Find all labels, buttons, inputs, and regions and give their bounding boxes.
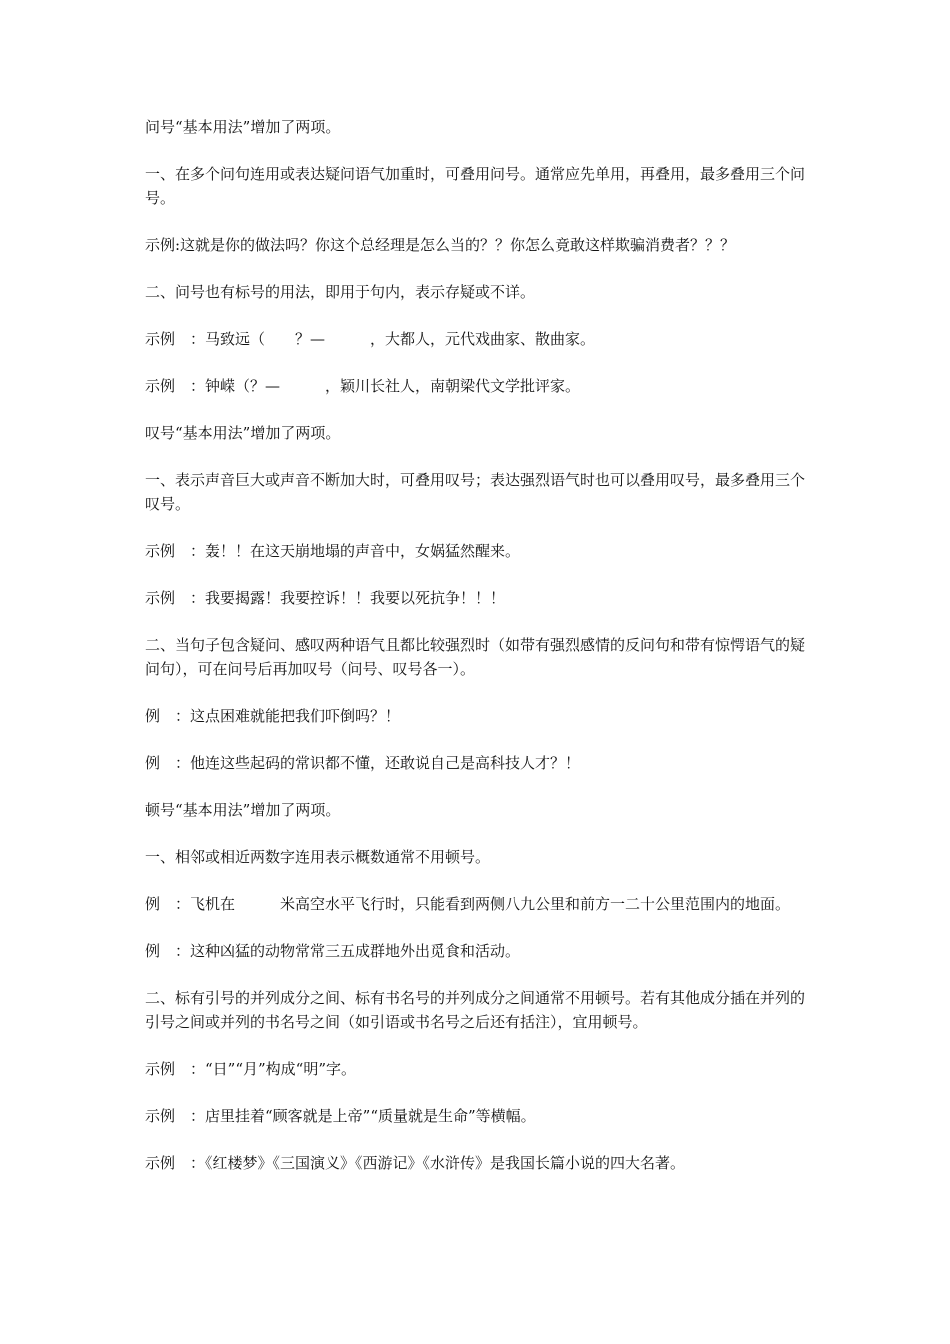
paragraph-comma-rule-2: 二、标有引号的并列成分之间、标有书名号的并列成分之间通常不用顿号。若有其他成分插在并列的引号之间或并列的书名号之间（如引语或书名号之后还有括注），宜用顿号。	[145, 989, 806, 1031]
paragraph-question-mark-rule-2: 二、问号也有标号的用法，即用于句内，表示存疑或不详。	[145, 283, 536, 301]
paragraph-example: 例 ：这点困难就能把我们吓倒吗？！	[145, 707, 401, 725]
paragraph-exclamation-rule-2: 二、当句子包含疑问、感叹两种语气且都比较强烈时（如带有强烈感情的反问句和带有惊愕语气的疑问句），可在问号后再加叹号（问号、叹号各一）。	[145, 636, 806, 678]
paragraph-example: 例 ：飞机在 米高空水平飞行时，只能看到两侧八九公里和前方一二十公里范围内的地面。	[145, 895, 791, 913]
paragraph-example: 示例 ：轰！！在这天崩地塌的声音中，女娲猛然醒来。	[145, 542, 521, 560]
paragraph-example: 例 ：这种凶猛的动物常常三五成群地外出觅食和活动。	[145, 942, 521, 960]
paragraph-question-mark-rule-1: 一、在多个问句连用或表达疑问语气加重时，可叠用问号。通常应先单用，再叠用，最多叠用三个问号。	[145, 165, 806, 207]
paragraph-comma-heading: 顿号“基本用法”增加了两项。	[145, 801, 341, 819]
paragraph-example: 示例:这就是你的做法吗？你这个总经理是怎么当的？？你怎么竟敢这样欺骗消费者？？？	[145, 236, 736, 254]
paragraph-comma-rule-1: 一、相邻或相近两数字连用表示概数通常不用顿号。	[145, 848, 491, 866]
paragraph-example: 示例 ：我要揭露！我要控诉！！我要以死抗争！！！	[145, 589, 506, 607]
paragraph-example: 示例 ：马致远（ ？— ，大都人，元代戏曲家、散曲家。	[145, 330, 596, 348]
document-body	[145, 115, 810, 1198]
paragraph-example: 例 ：他连这些起码的常识都不懂，还敢说自己是高科技人才？！	[145, 754, 581, 772]
paragraph-example: 示例 ：钟嵘（？— ，颖川长社人，南朝梁代文学批评家。	[145, 377, 581, 395]
paragraph-exclamation-rule-1: 一、表示声音巨大或声音不断加大时，可叠用叹号；表达强烈语气时也可以叠用叹号，最多叠用三个叹号。	[145, 471, 806, 513]
paragraph-example: 示例 ：“日”“月”构成“明”字。	[145, 1060, 357, 1078]
paragraph-exclamation-heading: 叹号“基本用法”增加了两项。	[145, 424, 341, 442]
paragraph-question-mark-heading: 问号“基本用法”增加了两项。	[145, 118, 341, 136]
paragraph-example: 示例 ：店里挂着“顾客就是上帝”“质量就是生命”等横幅。	[145, 1107, 536, 1125]
paragraph-example: 示例 ：《红楼梦》《三国演义》《西游记》《水浒传》是我国长篇小说的四大名著。	[145, 1154, 686, 1172]
